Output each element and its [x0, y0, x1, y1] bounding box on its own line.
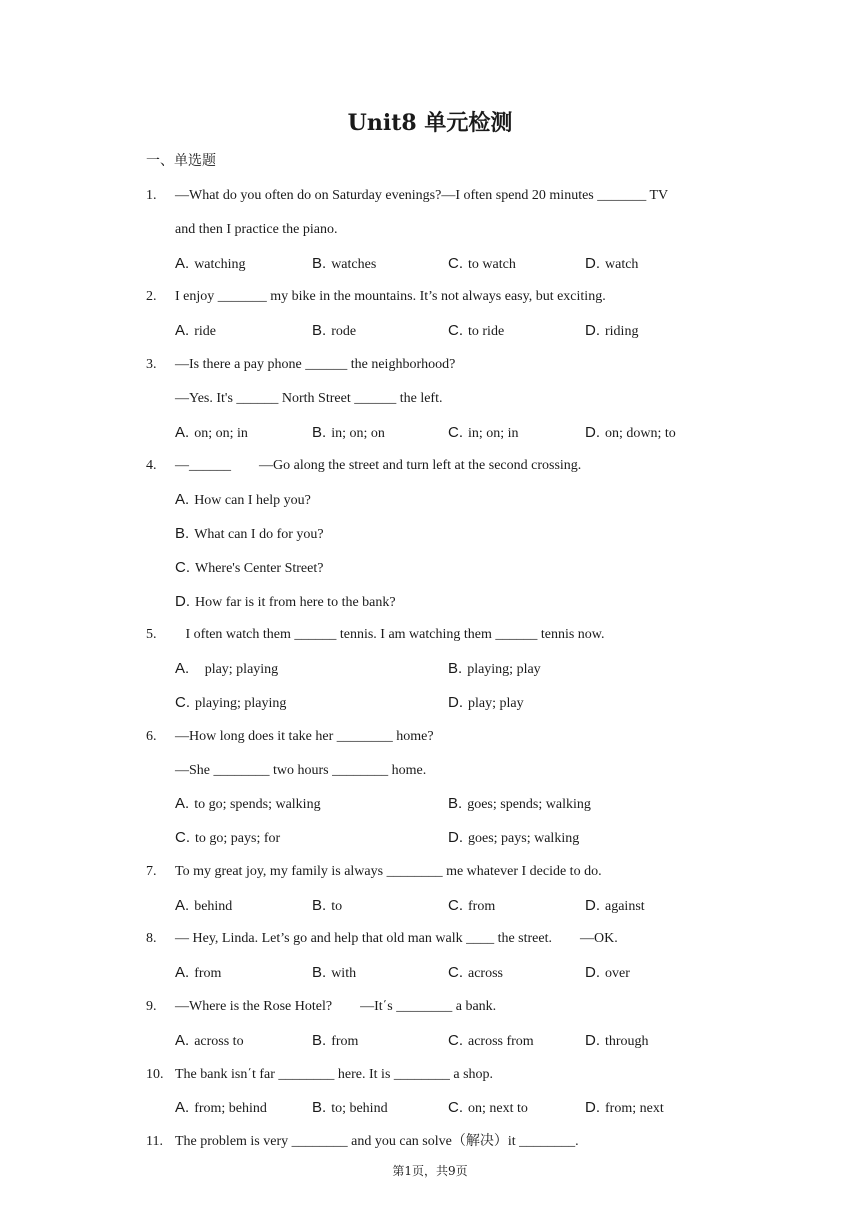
option-c: C. in; on; in [448, 424, 519, 441]
option-a: A. play; playing [175, 660, 279, 677]
question-number: 4. [146, 458, 157, 473]
page-footer: 第1页，共9页 [392, 1164, 468, 1178]
question-number: 7. [146, 864, 157, 879]
option-a: A. watching [175, 255, 246, 272]
option-a: A. across to [175, 1032, 244, 1049]
question-number: 9. [146, 999, 157, 1014]
question-number: 3. [146, 357, 157, 372]
question-text: I often watch them ______ tennis. I am watching them ______ tennis now. [175, 627, 605, 642]
option-a: A. to go; spends; walking [175, 795, 321, 812]
question-text: —How long does it take her ________ home? [175, 729, 434, 744]
option-b: B. goes; spends; walking [448, 795, 591, 812]
question-text: The problem is very ________ and you can solve（解决）it ________. [175, 1134, 579, 1149]
question-number: 11. [146, 1134, 163, 1149]
option-b: B. watches [312, 255, 377, 272]
question-number: 8. [146, 931, 157, 946]
option-c: C. to go; pays; for [175, 829, 281, 846]
option-b: B. in; on; on [312, 424, 385, 441]
question-text: I enjoy _______ my bike in the mountains. It’s not always easy, but exciting. [175, 289, 606, 304]
question-text: —______ —Go along the street and turn left at the second crossing. [175, 458, 582, 473]
option-d: D. play; play [448, 694, 524, 711]
option-d: D. on; down; to [585, 424, 676, 441]
option-d: D. over [585, 964, 630, 981]
option-a: A. from [175, 964, 222, 981]
question-number: 6. [146, 729, 157, 744]
option-a: A. on; on; in [175, 424, 248, 441]
option-a: A. ride [175, 322, 216, 339]
option-b: B. from [312, 1032, 359, 1049]
option-a: A. from; behind [175, 1099, 267, 1116]
option-d: D. How far is it from here to the bank? [175, 593, 396, 610]
option-b: B. to; behind [312, 1099, 388, 1116]
question-text: The bank isn΄t far ________ here. It is ________ a shop. [175, 1067, 494, 1082]
question-text: —What do you often do on Saturday evenings?—I often spend 20 minutes _______ TV [175, 188, 669, 203]
option-c: C. on; next to [448, 1099, 528, 1116]
question-number: 10. [146, 1067, 164, 1082]
option-b: B. playing; play [448, 660, 541, 677]
option-c: C. to ride [448, 322, 505, 339]
option-c: C. across [448, 964, 503, 981]
option-b: B. to [312, 897, 343, 914]
option-d: D. from; next [585, 1099, 664, 1116]
option-c: C. across from [448, 1032, 534, 1049]
option-b: B. rode [312, 322, 357, 339]
option-b: B. with [312, 964, 357, 981]
question-number: 2. [146, 289, 157, 304]
question-text: and then I practice the piano. [175, 222, 338, 237]
page-title: Unit8 单元检测 [347, 110, 513, 136]
question-text: —Is there a pay phone ______ the neighborhood? [175, 357, 456, 372]
option-b: B. What can I do for you? [175, 525, 324, 542]
question-text: —Yes. It's ______ North Street ______ the left. [175, 391, 443, 406]
option-d: D. against [585, 897, 645, 914]
question-number: 1. [146, 188, 157, 203]
option-d: D. watch [585, 255, 639, 272]
question-text: To my great joy, my family is always ________ me whatever I decide to do. [175, 864, 602, 879]
question-text: —She ________ two hours ________ home. [175, 763, 427, 778]
option-c: C. Where's Center Street? [175, 559, 324, 576]
section-heading: 一、单选题 [146, 153, 216, 169]
option-a: A. How can I help you? [175, 491, 311, 508]
question-text: — Hey, Linda. Let’s go and help that old man walk ____ the street. —OK. [175, 931, 618, 946]
option-d: D. riding [585, 322, 639, 339]
option-c: C. playing; playing [175, 694, 287, 711]
option-c: C. from [448, 897, 496, 914]
option-a: A. behind [175, 897, 233, 914]
option-d: D. through [585, 1032, 649, 1049]
option-c: C. to watch [448, 255, 516, 272]
question-number: 5. [146, 627, 157, 642]
option-d: D. goes; pays; walking [448, 829, 580, 846]
question-text: —Where is the Rose Hotel? —It΄s ________ a bank. [175, 999, 497, 1014]
